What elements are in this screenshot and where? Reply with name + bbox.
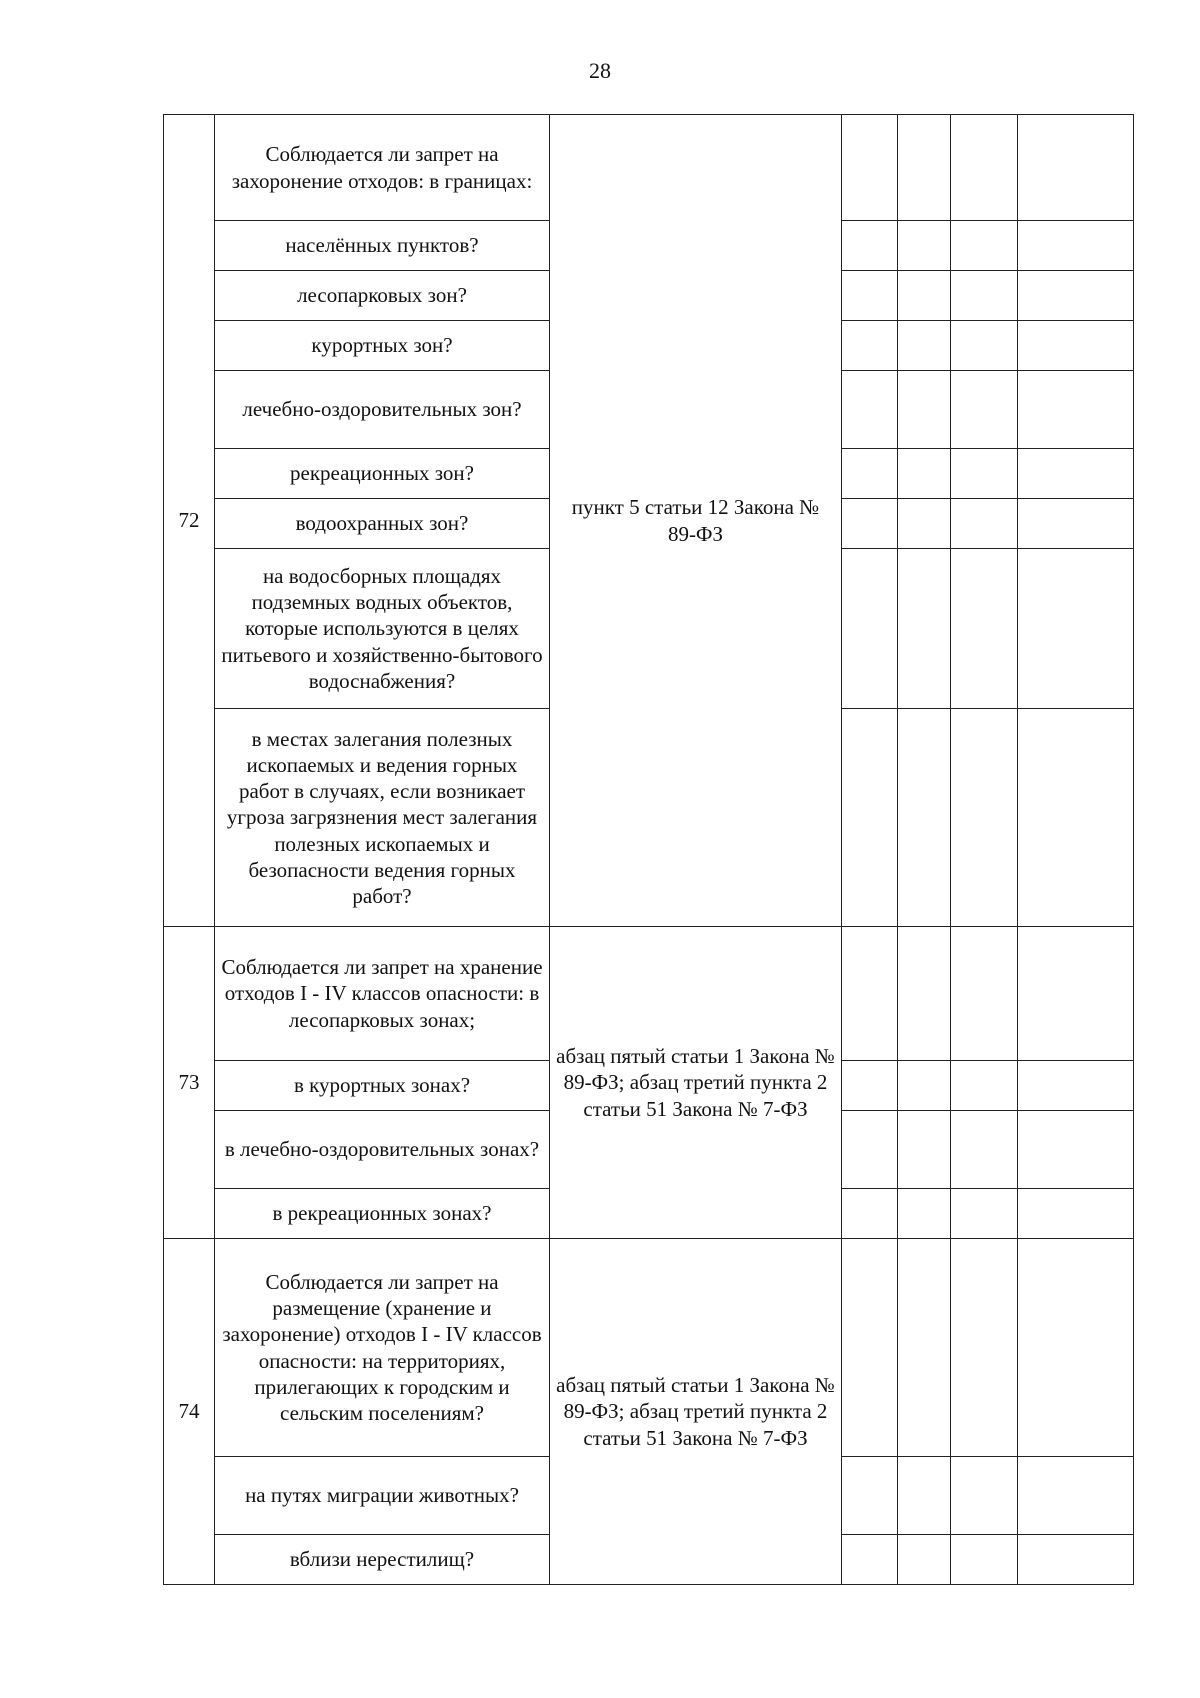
comment-cell[interactable] (1018, 115, 1134, 221)
answer-cell[interactable] (951, 449, 1018, 499)
answer-cell[interactable] (842, 549, 898, 709)
answer-cell[interactable] (898, 1111, 951, 1189)
answer-cell[interactable] (842, 499, 898, 549)
comment-cell[interactable] (1018, 709, 1134, 927)
answer-cell[interactable] (951, 709, 1018, 927)
comment-cell[interactable] (1018, 321, 1134, 371)
answer-cell[interactable] (898, 549, 951, 709)
question-cell: водоохранных зон? (215, 499, 550, 549)
item-number: 74 (164, 1239, 215, 1585)
reference-cell: абзац пятый статьи 1 Закона № 89-ФЗ; абзац третий пункта 2 статьи 51 Закона № 7-ФЗ (550, 927, 842, 1239)
answer-cell[interactable] (898, 221, 951, 271)
comment-cell[interactable] (1018, 1189, 1134, 1239)
question-cell: рекреационных зон? (215, 449, 550, 499)
answer-cell[interactable] (951, 271, 1018, 321)
comment-cell[interactable] (1018, 449, 1134, 499)
answer-cell[interactable] (842, 371, 898, 449)
answer-cell[interactable] (951, 1111, 1018, 1189)
question-cell: Соблюдается ли запрет на хранение отходов I - IV классов опасности: в лесопарковых зонах; (215, 927, 550, 1061)
answer-cell[interactable] (842, 1239, 898, 1457)
comment-cell[interactable] (1018, 499, 1134, 549)
answer-cell[interactable] (898, 927, 951, 1061)
reference-cell: пункт 5 статьи 12 Закона № 89-ФЗ (550, 115, 842, 927)
answer-cell[interactable] (951, 1189, 1018, 1239)
answer-cell[interactable] (898, 499, 951, 549)
question-cell: на водосборных площадях подземных водных объектов, которые используются в целях питьевого и хозяйственно-бытового водоснабжения? (215, 549, 550, 709)
answer-cell[interactable] (842, 1457, 898, 1535)
answer-cell[interactable] (842, 927, 898, 1061)
answer-cell[interactable] (842, 221, 898, 271)
table-row (164, 115, 1134, 221)
comment-cell[interactable] (1018, 1457, 1134, 1535)
answer-cell[interactable] (842, 1535, 898, 1585)
comment-cell[interactable] (1018, 1239, 1134, 1457)
answer-cell[interactable] (951, 371, 1018, 449)
answer-cell[interactable] (951, 927, 1018, 1061)
answer-cell[interactable] (898, 1239, 951, 1457)
answer-cell[interactable] (951, 221, 1018, 271)
answer-cell[interactable] (898, 1457, 951, 1535)
answer-cell[interactable] (898, 1535, 951, 1585)
answer-cell[interactable] (842, 321, 898, 371)
question-cell: лесопарковых зон? (215, 271, 550, 321)
answer-cell[interactable] (898, 371, 951, 449)
answer-cell[interactable] (898, 115, 951, 221)
answer-cell[interactable] (898, 709, 951, 927)
comment-cell[interactable] (1018, 1535, 1134, 1585)
answer-cell[interactable] (842, 709, 898, 927)
page-number: 28 (589, 58, 611, 83)
answer-cell[interactable] (842, 271, 898, 321)
answer-cell[interactable] (951, 549, 1018, 709)
answer-cell[interactable] (842, 1061, 898, 1111)
answer-cell[interactable] (951, 1457, 1018, 1535)
answer-cell[interactable] (898, 1061, 951, 1111)
question-cell: курортных зон? (215, 321, 550, 371)
answer-cell[interactable] (842, 1111, 898, 1189)
comment-cell[interactable] (1018, 221, 1134, 271)
answer-cell[interactable] (898, 1189, 951, 1239)
comment-cell[interactable] (1018, 1111, 1134, 1189)
question-cell: в курортных зонах? (215, 1061, 550, 1111)
answer-cell[interactable] (951, 321, 1018, 371)
table-row (164, 1239, 1134, 1457)
answer-cell[interactable] (898, 449, 951, 499)
answer-cell[interactable] (898, 321, 951, 371)
comment-cell[interactable] (1018, 271, 1134, 321)
question-cell: в лечебно-оздоровительных зонах? (215, 1111, 550, 1189)
answer-cell[interactable] (842, 449, 898, 499)
comment-cell[interactable] (1018, 927, 1134, 1061)
reference-cell: абзац пятый статьи 1 Закона № 89-ФЗ; абзац третий пункта 2 статьи 51 Закона № 7-ФЗ (550, 1239, 842, 1585)
answer-cell[interactable] (951, 1061, 1018, 1111)
answer-cell[interactable] (951, 499, 1018, 549)
question-cell: на путях миграции животных? (215, 1457, 550, 1535)
question-cell: в рекреационных зонах? (215, 1189, 550, 1239)
comment-cell[interactable] (1018, 549, 1134, 709)
question-cell: Соблюдается ли запрет на захоронение отходов: в границах: (215, 115, 550, 221)
comment-cell[interactable] (1018, 371, 1134, 449)
comment-cell[interactable] (1018, 1061, 1134, 1111)
answer-cell[interactable] (842, 1189, 898, 1239)
checklist-table (163, 114, 1134, 1585)
item-number: 72 (164, 115, 215, 927)
answer-cell[interactable] (951, 1535, 1018, 1585)
question-cell: населённых пунктов? (215, 221, 550, 271)
question-cell: лечебно-оздоровительных зон? (215, 371, 550, 449)
table-row (164, 927, 1134, 1061)
answer-cell[interactable] (951, 115, 1018, 221)
question-cell: вблизи нерестилищ? (215, 1535, 550, 1585)
answer-cell[interactable] (898, 271, 951, 321)
item-number: 73 (164, 927, 215, 1239)
answer-cell[interactable] (951, 1239, 1018, 1457)
question-cell: в местах залегания полезных ископаемых и ведения горных работ в случаях, если возникает угроза загрязнения мест залегания полезных ископаемых и безопасности ведения горных работ? (215, 709, 550, 927)
question-cell: Соблюдается ли запрет на размещение (хранение и захоронение) отходов I - IV классов опасности: на территориях, прилегающих к городским и сельским поселениям? (215, 1239, 550, 1457)
answer-cell[interactable] (842, 115, 898, 221)
